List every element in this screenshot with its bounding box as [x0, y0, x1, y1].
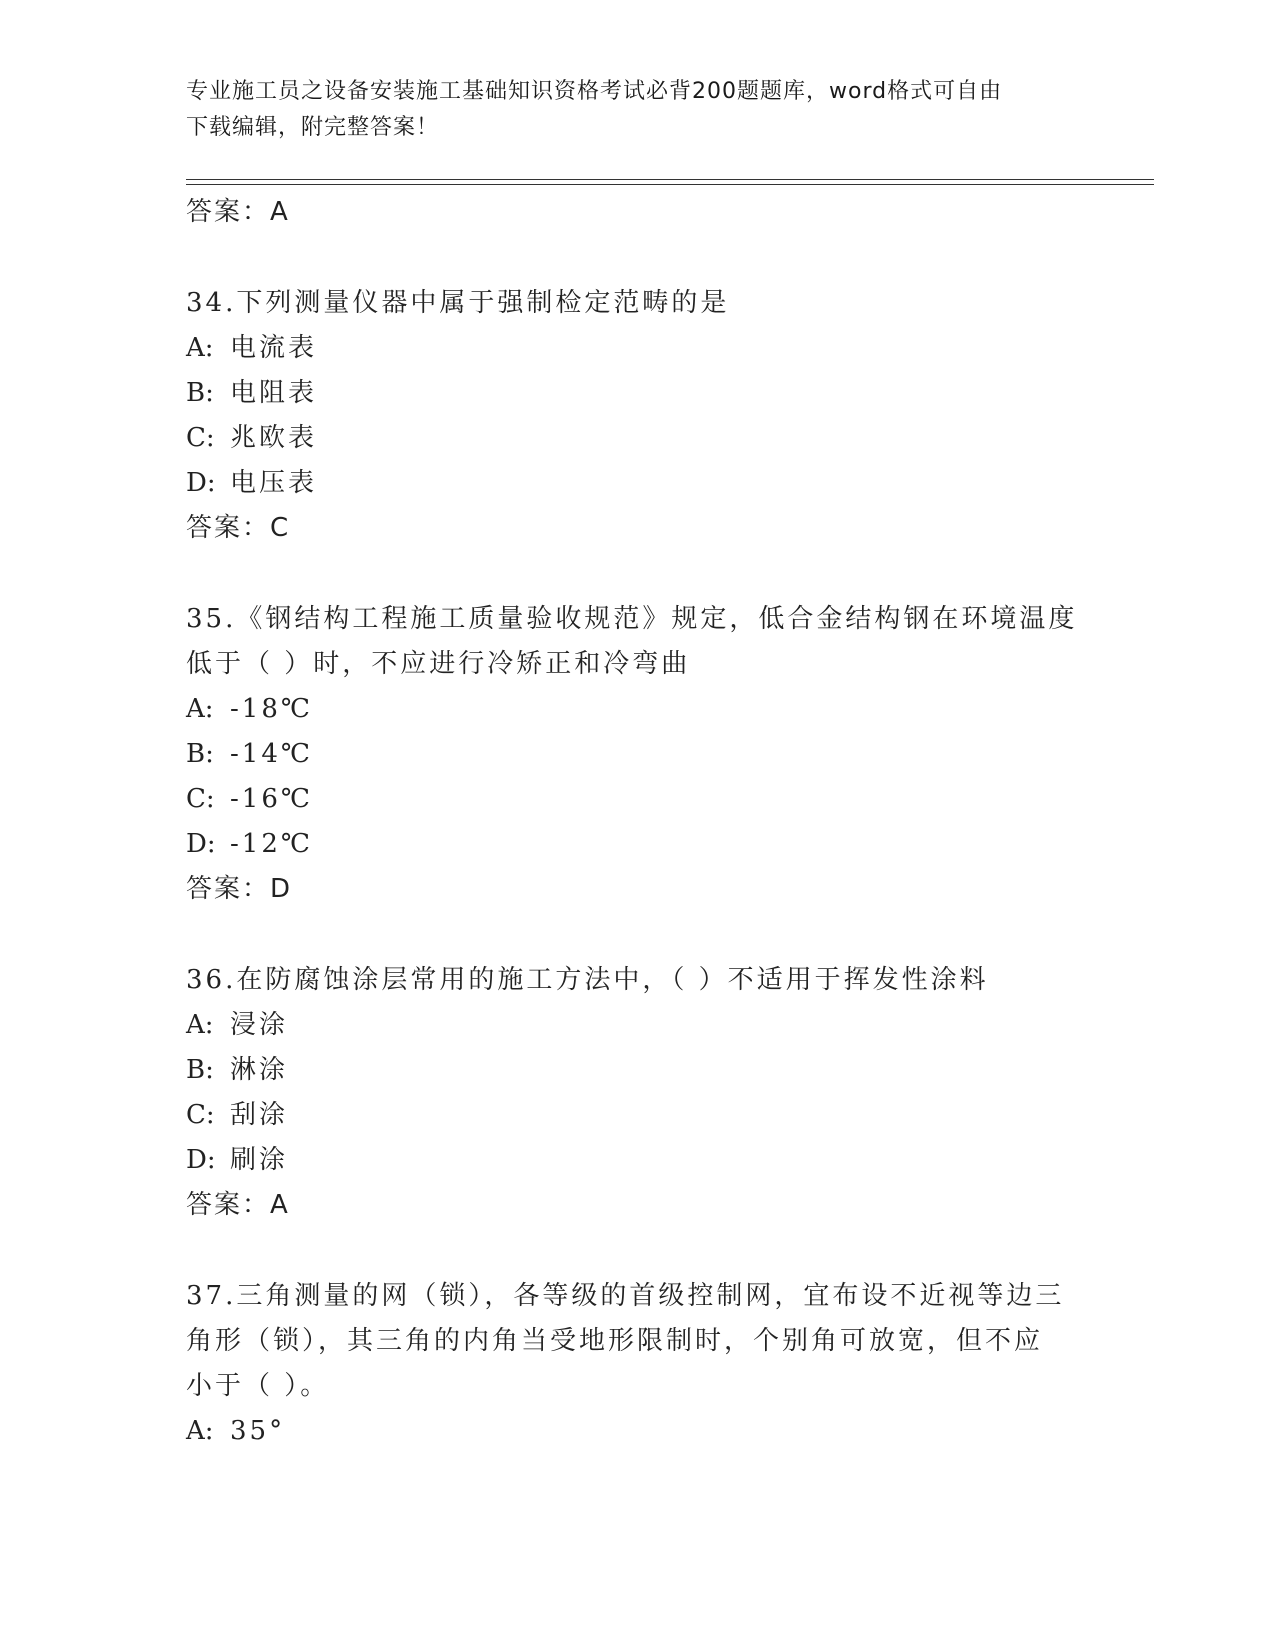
option-label: A:	[186, 1010, 214, 1040]
option-label: B:	[186, 1055, 214, 1085]
option-label: C:	[186, 423, 215, 453]
option-d	[186, 461, 1086, 506]
answer: 答案：D	[186, 874, 293, 904]
option-text: 浸涂	[230, 1010, 289, 1040]
option-c	[186, 777, 1086, 822]
question-text: 小于（ ）。	[186, 1371, 330, 1401]
option-a	[186, 326, 1086, 371]
option-text: -14℃	[230, 739, 313, 769]
option-text: 35°	[230, 1416, 286, 1446]
header-divider-bottom	[186, 184, 1154, 185]
question-35	[186, 597, 1086, 912]
spacer	[186, 1228, 1086, 1274]
option-b	[186, 371, 1086, 416]
option-text: -12℃	[230, 829, 313, 859]
question-37	[186, 1274, 1086, 1454]
option-label: D:	[186, 468, 216, 498]
option-label: D:	[186, 1145, 216, 1175]
answer: 答案：C	[186, 513, 291, 543]
option-label: D:	[186, 829, 216, 859]
previous-answer: 答案：A	[186, 197, 290, 227]
option-text: 电压表	[230, 468, 318, 498]
question-text: 低于（ ）时，不应进行冷矫正和冷弯曲	[186, 649, 691, 679]
question-34	[186, 281, 1086, 551]
header-line-2: 下载编辑，附完整答案！	[186, 115, 440, 140]
option-c	[186, 416, 1086, 461]
question-text: 34.下列测量仪器中属于强制检定范畴的是	[186, 288, 730, 318]
option-text: 淋涂	[230, 1055, 289, 1085]
question-text: 角形（锁），其三角的内角当受地形限制时，个别角可放宽，但不应	[186, 1326, 1044, 1356]
option-label: C:	[186, 784, 215, 814]
option-label: B:	[186, 378, 214, 408]
spacer	[186, 551, 1086, 597]
option-label: C:	[186, 1100, 215, 1130]
option-d	[186, 1138, 1086, 1183]
option-text: 刷涂	[230, 1145, 289, 1175]
option-text: 电阻表	[230, 378, 318, 408]
option-label: A:	[186, 694, 214, 724]
option-text: -16℃	[230, 784, 313, 814]
question-list	[186, 190, 1086, 1454]
option-a	[186, 687, 1086, 732]
spacer	[186, 235, 1086, 281]
spacer	[186, 912, 1086, 958]
option-text: -18℃	[230, 694, 313, 724]
option-b	[186, 1048, 1086, 1093]
option-label: A:	[186, 333, 214, 363]
option-a	[186, 1003, 1086, 1048]
option-text: 兆欧表	[230, 423, 318, 453]
question-text: 35.《钢结构工程施工质量验收规范》规定，低合金结构钢在环境温度	[186, 604, 1078, 634]
option-a	[186, 1409, 1086, 1454]
header-line-1: 专业施工员之设备安装施工基础知识资格考试必背200题题库，word格式可自由	[186, 79, 1003, 104]
header-divider-top	[186, 179, 1154, 180]
option-c	[186, 1093, 1086, 1138]
option-label: A:	[186, 1416, 214, 1446]
page-header	[186, 74, 1066, 146]
question-text: 36.在防腐蚀涂层常用的施工方法中，（ ）不适用于挥发性涂料	[186, 965, 989, 995]
option-label: B:	[186, 739, 214, 769]
answer: 答案：A	[186, 1190, 290, 1220]
option-text: 电流表	[230, 333, 318, 363]
question-36	[186, 958, 1086, 1228]
option-text: 刮涂	[230, 1100, 289, 1130]
question-text: 37.三角测量的网（锁），各等级的首级控制网，宜布设不近视等边三	[186, 1281, 1065, 1311]
option-d	[186, 822, 1086, 867]
option-b	[186, 732, 1086, 777]
